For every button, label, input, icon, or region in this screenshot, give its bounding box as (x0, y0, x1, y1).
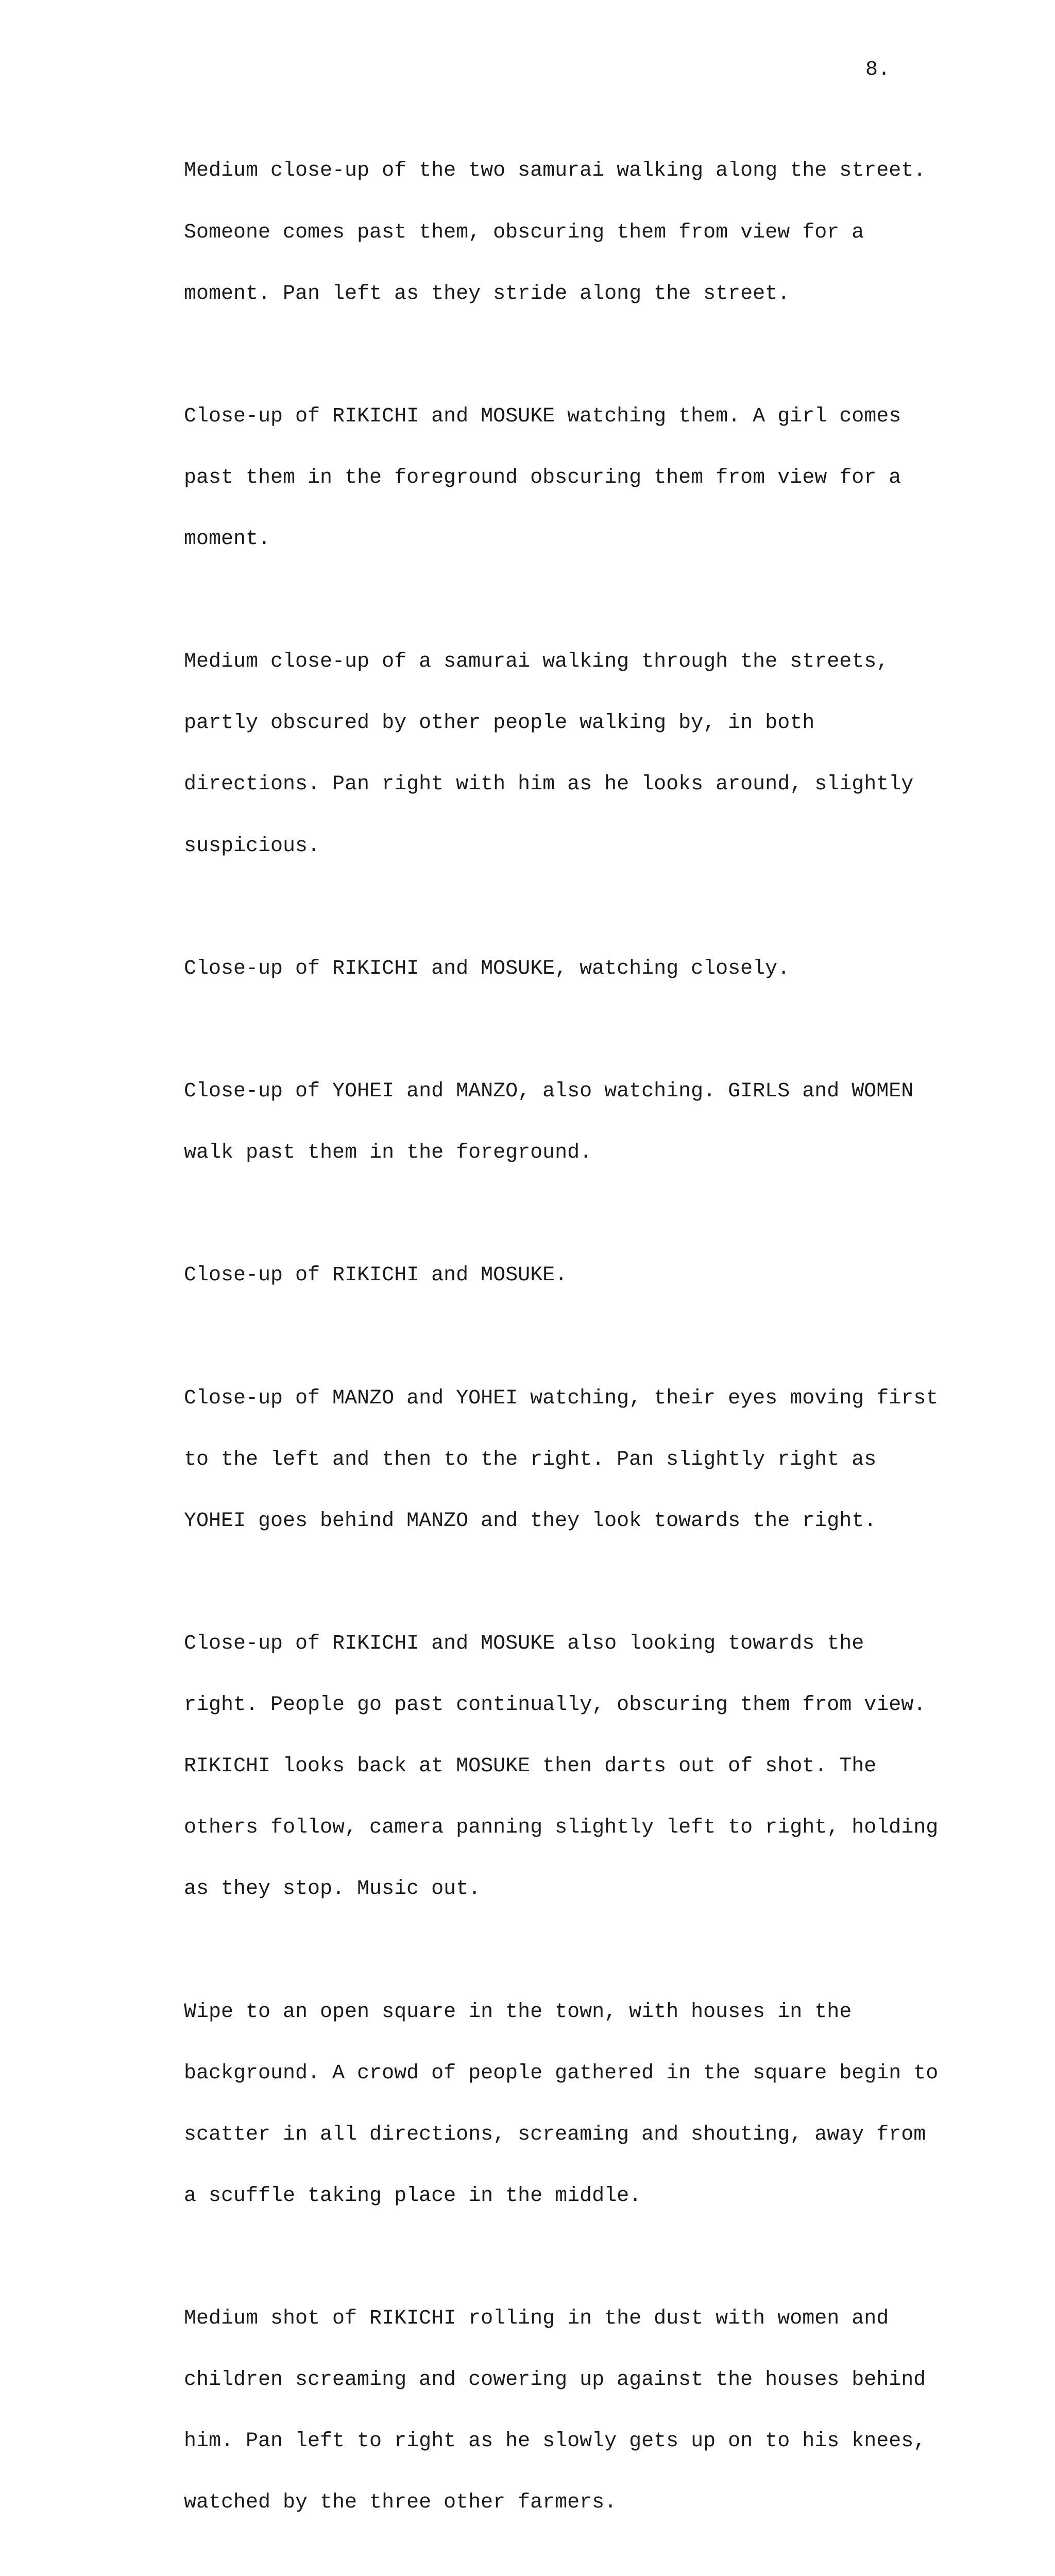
script-line: Medium close-up of a samurai walking through the streets, (184, 650, 889, 674)
script-line: right. People go past continually, obscuring them from view. (184, 1693, 926, 1717)
script-line: children screaming and cowering up against the houses behind (184, 2368, 926, 2392)
script-line: moment. (184, 528, 271, 551)
script-line: Wipe to an open square in the town, with houses in the (184, 2000, 852, 2024)
action-paragraph (184, 1225, 957, 1327)
script-line: scatter in all directions, screaming and shouting, away from (184, 2123, 926, 2146)
script-line: Close-up of RIKICHI and MOSUKE. (184, 1264, 568, 1287)
action-paragraph (184, 1041, 957, 1205)
script-line: Close-up of RIKICHI and MOSUKE watching them. A girl comes (184, 404, 901, 428)
script-line: Medium shot of RIKICHI rolling in the dust with women and (184, 2307, 889, 2331)
script-line: Close-up of RIKICHI and MOSUKE, watching closely. (184, 957, 790, 980)
script-line: Someone comes past them, obscuring them from view for a (184, 221, 864, 244)
script-line: others follow, camera panning slightly left to right, holding (184, 1816, 939, 1840)
action-paragraph (184, 1347, 957, 1572)
script-line: watched by the three other farmers. (184, 2491, 617, 2515)
action-paragraph (184, 611, 957, 897)
script-line: Medium close-up of the two samurai walking along the street. (184, 159, 926, 183)
script-line: past them in the foreground obscuring them from view for a (184, 466, 901, 489)
script-body (184, 120, 957, 2576)
action-paragraph (184, 2574, 957, 2576)
action-paragraph (184, 2268, 957, 2554)
script-line: a scuffle taking place in the middle. (184, 2184, 642, 2208)
script-line: directions. Pan right with him as he looks around, slightly (184, 773, 914, 796)
script-line: partly obscured by other people walking by, in both (184, 711, 815, 735)
script-line: moment. Pan left as they stride along the street. (184, 282, 790, 306)
script-line: as they stop. Music out. (184, 1877, 481, 1901)
script-line: Close-up of YOHEI and MANZO, also watching. GIRLS and WOMEN (184, 1079, 914, 1103)
action-paragraph (184, 1593, 957, 1941)
script-line: RIKICHI looks back at MOSUKE then darts out of shot. The (184, 1755, 877, 1778)
script-line: YOHEI goes behind MANZO and they look towards the right. (184, 1509, 877, 1533)
script-line: suspicious. (184, 834, 320, 858)
action-paragraph (184, 918, 957, 1020)
page-number: 8. (865, 58, 891, 81)
script-line: Close-up of MANZO and YOHEI watching, their eyes moving first (184, 1386, 939, 1410)
script-line: to the left and then to the right. Pan slightly right as (184, 1448, 877, 1471)
script-line: walk past them in the foreground. (184, 1141, 592, 1165)
script-line: him. Pan left to right as he slowly gets up on to his knees, (184, 2430, 926, 2453)
action-paragraph (184, 120, 957, 345)
action-paragraph (184, 1961, 957, 2247)
script-line: Close-up of RIKICHI and MOSUKE also looking towards the (184, 1632, 864, 1655)
script-line: background. A crowd of people gathered in the square begin to (184, 2061, 939, 2085)
action-paragraph (184, 365, 957, 590)
